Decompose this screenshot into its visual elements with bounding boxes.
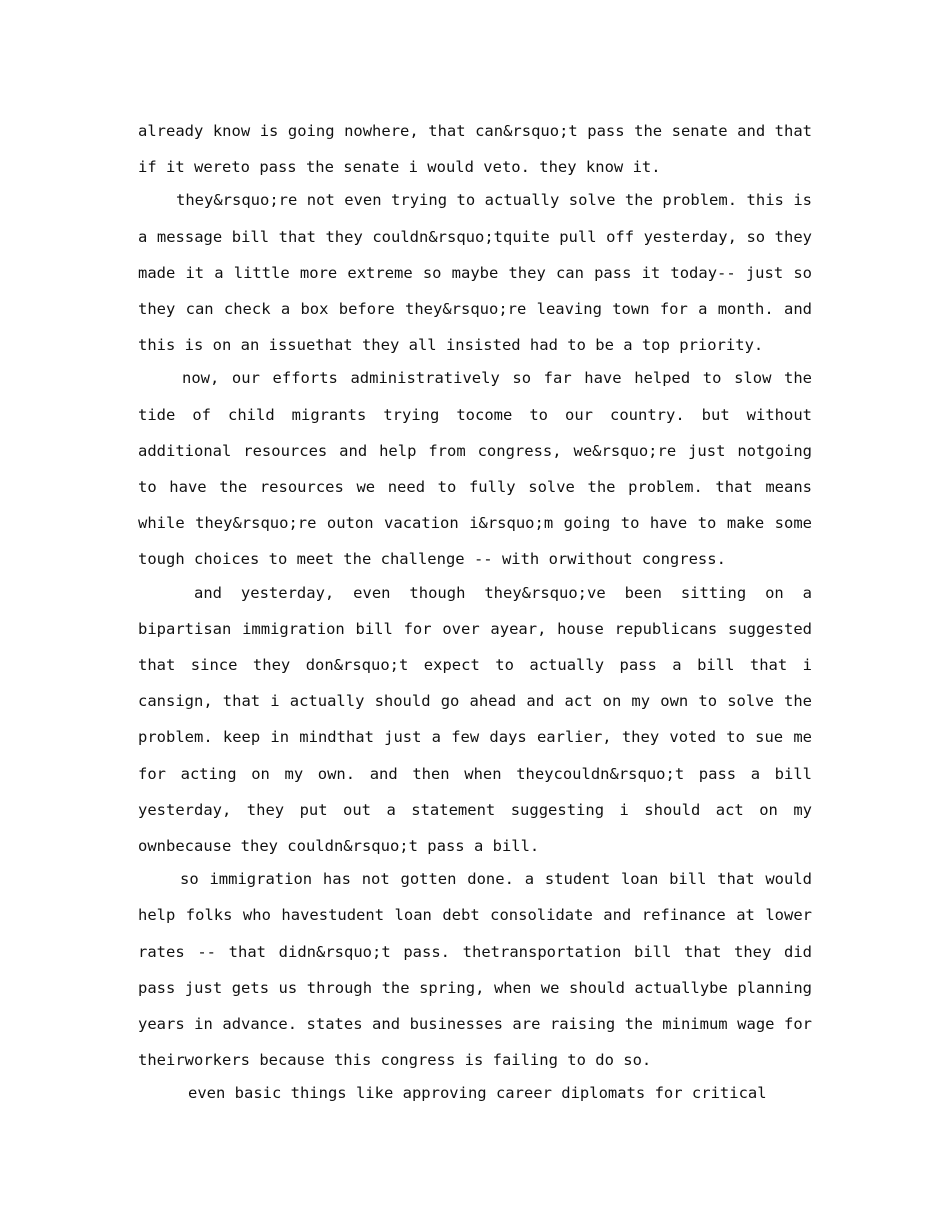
paragraph-1: already know is going nowhere, that can&rsquo;t pass the senate and that if it wereto pass the senate i would veto. they know it. <box>138 122 812 177</box>
paragraph-4: and yesterday, even though they&rsquo;ve been sitting on a bipartisan immigration bill for over ayear, house republicans suggested that since they don&rsquo;t expect to actually pass a bill that i cansign, that i actually should go ahead and act on my own to solve the problem. keep in mindthat just a few days earlier, they voted to sue me for acting on my own. and then when theycouldn&rsquo;t pass a bill yesterday, they put out a statement suggesting i should act on my ownbecause they couldn&rsquo;t pass a bill. <box>138 583 812 856</box>
document-body <box>138 113 812 1109</box>
paragraph-5: so immigration has not gotten done. a student loan bill that would help folks who havestudent loan debt consolidate and refinance at lower rates -- that didn&rsquo;t pass. thetransportation bill that they did pass just gets us through the spring, when we should actuallybe planning years in advance. states and businesses are raising the minimum wage for theirworkers because this congress is failing to do so. <box>138 870 812 1070</box>
paragraph-6: even basic things like approving career diplomats for critical <box>188 1084 767 1103</box>
paragraph-3: now, our efforts administratively so far have helped to slow the tide of child migrants trying tocome to our country. but without additional resources and help from congress, we&rsquo;re just notgoing to have the resources we need to fully solve the problem. that means while they&rsquo;re outon vacation i&rsquo;m going to have to make some tough choices to meet the challenge -- with orwithout congress. <box>138 369 812 569</box>
paragraph-2: they&rsquo;re not even trying to actually solve the problem. this is a message bill that they couldn&rsquo;tquite pull off yesterday, so they made it a little more extreme so maybe they can pass it today-- just so they can check a box before they&rsquo;re leaving town for a month. and this is on an issuethat they all insisted had to be a top priority. <box>138 191 812 355</box>
